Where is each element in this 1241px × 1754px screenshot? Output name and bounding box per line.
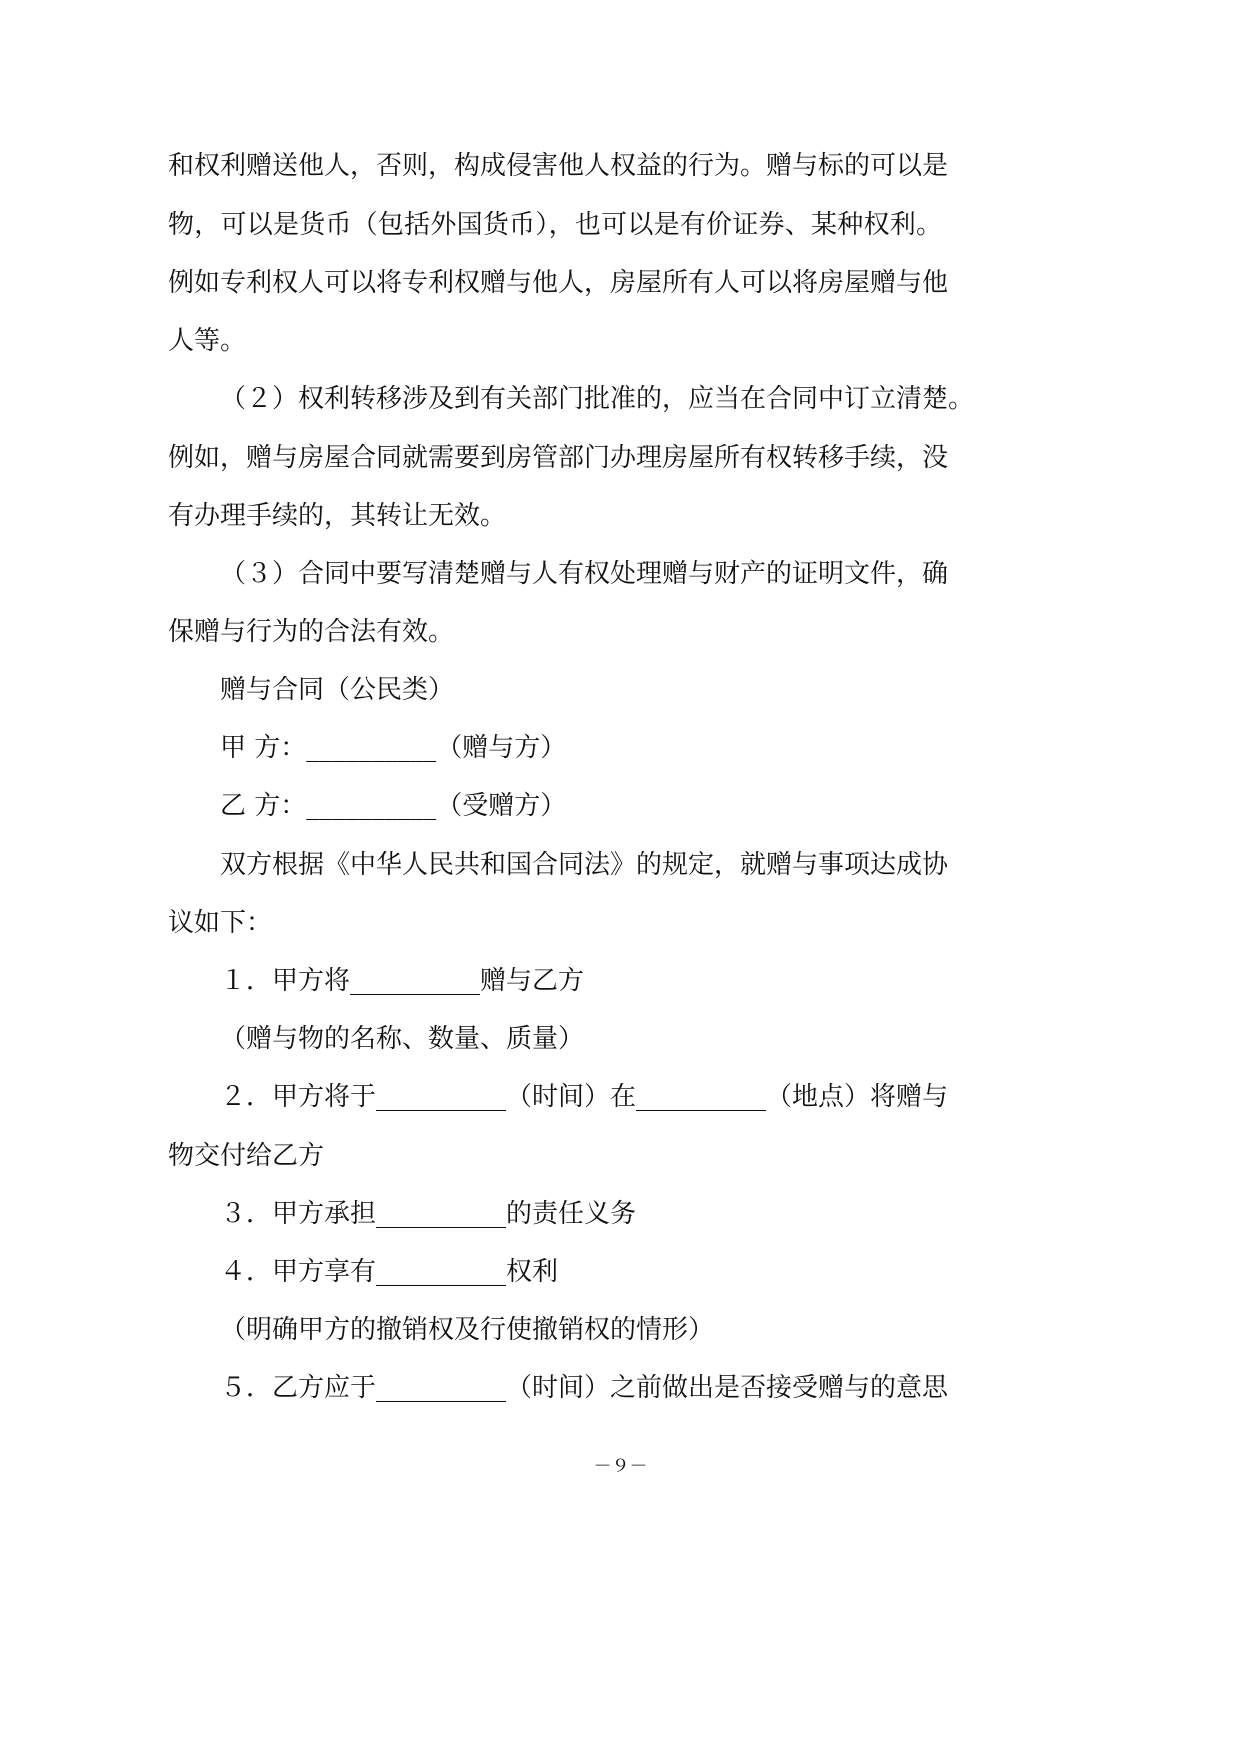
clause-note: （赠与物的名称、数量、质量） xyxy=(220,1024,585,1054)
paragraph-line: 例如专利权人可以将专利权赠与他人，房屋所有人可以将房屋赠与他 xyxy=(168,268,949,298)
clause-note: （明确甲方的撤销权及行使撤销权的情形） xyxy=(220,1315,715,1345)
clause-line: １．甲方将__________赠与乙方 xyxy=(220,966,585,996)
clause-line: ５．乙方应于__________（时间）之前做出是否接受赠与的意思 xyxy=(220,1373,949,1403)
paragraph-line: 物，可以是货币（包括外国货币），也可以是有价证券、某种权利。 xyxy=(168,210,942,240)
clause-line: ３．甲方承担__________的责任义务 xyxy=(220,1199,637,1229)
clause-line: ２．甲方将于__________（时间）在__________（地点）将赠与 xyxy=(220,1082,949,1112)
paragraph-line: 有办理手续的，其转让无效。 xyxy=(168,501,507,531)
contract-title: 赠与合同（公民类） xyxy=(220,675,455,705)
party-a-line: 甲 方：__________（赠与方） xyxy=(220,733,567,763)
clause-line: ４．甲方享有__________权利 xyxy=(220,1257,559,1287)
paragraph-line: 双方根据《中华人民共和国合同法》的规定，就赠与事项达成协 xyxy=(220,850,949,880)
party-b-line: 乙 方：__________（受赠方） xyxy=(220,791,567,821)
paragraph-line: 议如下： xyxy=(168,908,273,938)
paragraph-line: （３）合同中要写清楚赠与人有权处理赠与财产的证明文件，确 xyxy=(220,559,949,589)
paragraph-line: 例如，赠与房屋合同就需要到房管部门办理房屋所有权转移手续，没 xyxy=(168,443,949,473)
paragraph-line: （２）权利转移涉及到有关部门批准的，应当在合同中订立清楚。 xyxy=(220,384,975,414)
paragraph-line: 保赠与行为的合法有效。 xyxy=(168,617,455,647)
paragraph-line: 和权利赠送他人，否则，构成侵害他人权益的行为。赠与标的可以是 xyxy=(168,151,949,181)
clause-line: 物交付给乙方 xyxy=(168,1141,325,1171)
page-number: －９－ xyxy=(593,1456,648,1477)
paragraph-line: 人等。 xyxy=(168,326,247,356)
